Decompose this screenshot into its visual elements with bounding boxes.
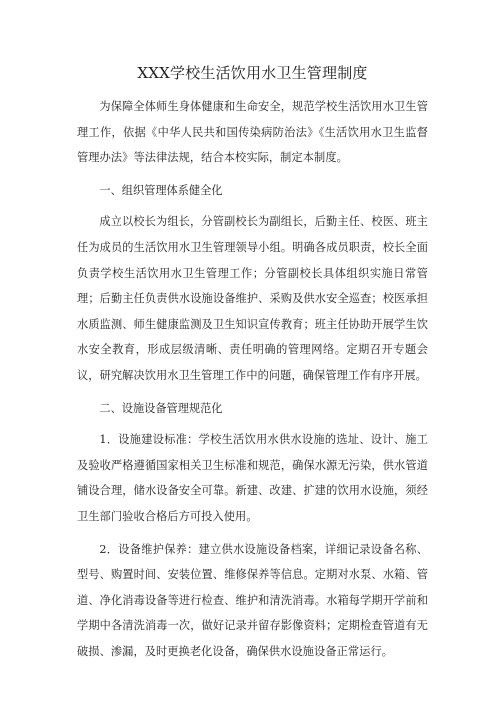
section-2-item-1: 1．设施建设标准：学校生活饮用水供水设施的选址、设计、施工及验收严格遵循国家相关卫生标准和规范，确保水源无污染，供水管道铺设合理，储水设备安全可靠。新建、改建、扩建的饮用水设施，须经卫生部门验收合格后方可投入使用。 xyxy=(77,433,428,523)
section-1-heading: 一、组织管理体系健全化 xyxy=(99,183,223,197)
section-2-item-2: 2．设备维护保养：建立供水设施设备档案，详细记录设备名称、型号、购置时间、安装位置、维修保养等信息。定期对水泵、水箱、管道、净化消毒设备等进行检查、维护和清洗消毒。水箱每学期开学前和学期中各清洗消毒一次，做好记录并留存影像资料；定期检查管道有无破损、渗漏，及时更换老化设备，确保供水设施设备正常运行。 xyxy=(77,542,428,658)
document-title: XXX学校生活饮用水卫生管理制度 xyxy=(137,64,368,82)
intro-paragraph: 为保障全体师生身体健康和生命安全，规范学校生活饮用水卫生管理工作，依据《中华人民共和国传染病防治法》《生活饮用水卫生监督管理办法》等法律法规，结合本校实际，制定本制度。 xyxy=(77,100,428,165)
section-1-paragraph: 成立以校长为组长，分管副校长为副组长，后勤主任、校医、班主任为成员的生活饮用水卫生管理领导小组。明确各成员职责，校长全面负责学校生活饮用水卫生管理工作；分管副校长具体组织实施日常管理；后勤主任负责供水设施设备维护、采购及供水安全巡查；校医承担水质监测、师生健康监测及卫生知识宣传教育；班主任协助开展学生饮水安全教育，形成层级清晰、责任明确的管理网络。定期召开专题会议，研究解决饮用水卫生管理工作中的问题，确保管理工作有序开展。 xyxy=(77,215,428,382)
section-2-heading: 二、设施设备管理规范化 xyxy=(99,401,223,415)
